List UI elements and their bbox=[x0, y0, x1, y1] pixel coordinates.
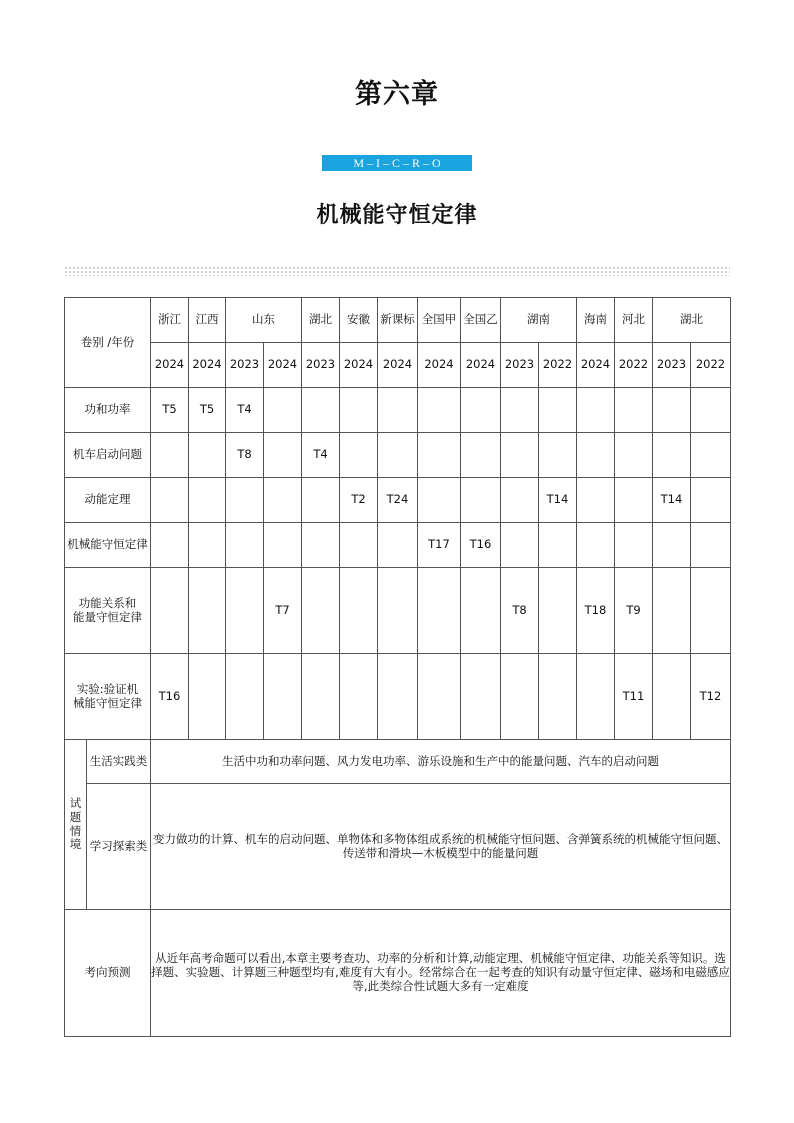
table-row bbox=[65, 654, 731, 740]
region-cell: 河北 bbox=[615, 298, 653, 343]
question-cell: T12 bbox=[691, 654, 731, 740]
question-cell bbox=[501, 433, 539, 478]
question-cell bbox=[615, 388, 653, 433]
question-cell: T4 bbox=[302, 433, 340, 478]
life-label: 生活实践类 bbox=[87, 740, 151, 784]
topic-label: 实验:验证机 械能守恒定律 bbox=[65, 654, 151, 740]
corner-cell: 卷别 /年份 bbox=[65, 298, 151, 388]
question-cell: T2 bbox=[340, 478, 378, 523]
question-cell bbox=[418, 568, 461, 654]
year-cell: 2023 bbox=[226, 343, 264, 388]
study-text: 变力做功的计算、机车的启动问题、单物体和多物体组成系统的机械能守恒问题、含弹簧系统的机械能守恒问题、传送带和滑块—木板模型中的能量问题 bbox=[151, 784, 731, 910]
question-cell bbox=[226, 568, 264, 654]
question-cell bbox=[615, 433, 653, 478]
question-cell bbox=[539, 568, 577, 654]
question-cell bbox=[577, 388, 615, 433]
question-cell bbox=[539, 433, 577, 478]
region-cell: 山东 bbox=[226, 298, 302, 343]
question-cell bbox=[418, 478, 461, 523]
question-cell bbox=[151, 523, 189, 568]
year-cell: 2023 bbox=[501, 343, 539, 388]
topic-label: 功和功率 bbox=[65, 388, 151, 433]
question-cell bbox=[189, 478, 226, 523]
question-cell bbox=[418, 388, 461, 433]
forecast-row bbox=[65, 910, 731, 1037]
question-cell bbox=[189, 568, 226, 654]
question-cell bbox=[378, 388, 418, 433]
question-cell: T5 bbox=[189, 388, 226, 433]
question-cell bbox=[539, 654, 577, 740]
question-cell bbox=[691, 523, 731, 568]
year-cell: 2023 bbox=[302, 343, 340, 388]
region-cell: 全国甲 bbox=[418, 298, 461, 343]
region-cell: 安徽 bbox=[340, 298, 378, 343]
question-cell bbox=[151, 478, 189, 523]
question-cell bbox=[461, 433, 501, 478]
question-cell bbox=[226, 478, 264, 523]
question-cell bbox=[501, 388, 539, 433]
question-cell bbox=[302, 654, 340, 740]
question-cell bbox=[302, 478, 340, 523]
question-cell bbox=[418, 654, 461, 740]
question-cell: T8 bbox=[226, 433, 264, 478]
question-cell: T5 bbox=[151, 388, 189, 433]
region-row bbox=[65, 298, 731, 343]
year-cell: 2024 bbox=[461, 343, 501, 388]
question-cell bbox=[653, 433, 691, 478]
question-cell bbox=[577, 433, 615, 478]
question-cell bbox=[653, 523, 691, 568]
topic-label: 功能关系和 能量守恒定律 bbox=[65, 568, 151, 654]
chapter-title: 第六章 bbox=[355, 79, 439, 110]
context-row-study bbox=[65, 784, 731, 910]
question-cell bbox=[461, 568, 501, 654]
question-cell bbox=[340, 433, 378, 478]
question-cell: T14 bbox=[539, 478, 577, 523]
question-cell: T17 bbox=[418, 523, 461, 568]
question-cell bbox=[340, 568, 378, 654]
region-cell: 全国乙 bbox=[461, 298, 501, 343]
question-cell bbox=[340, 388, 378, 433]
question-cell bbox=[378, 433, 418, 478]
question-cell bbox=[577, 654, 615, 740]
question-cell: T4 bbox=[226, 388, 264, 433]
question-cell bbox=[264, 523, 302, 568]
context-row-life bbox=[65, 740, 731, 784]
question-cell bbox=[189, 523, 226, 568]
question-cell bbox=[501, 478, 539, 523]
question-cell bbox=[264, 478, 302, 523]
question-cell bbox=[691, 433, 731, 478]
question-cell bbox=[226, 523, 264, 568]
question-cell: T24 bbox=[378, 478, 418, 523]
question-cell bbox=[418, 433, 461, 478]
question-cell bbox=[340, 523, 378, 568]
question-cell: T11 bbox=[615, 654, 653, 740]
question-cell bbox=[577, 523, 615, 568]
question-cell bbox=[615, 523, 653, 568]
question-cell bbox=[577, 478, 615, 523]
question-cell bbox=[501, 654, 539, 740]
question-cell bbox=[653, 388, 691, 433]
question-cell bbox=[264, 654, 302, 740]
question-cell: T7 bbox=[264, 568, 302, 654]
question-cell: T18 bbox=[577, 568, 615, 654]
question-cell bbox=[302, 568, 340, 654]
exam-analysis-table bbox=[64, 297, 731, 1037]
year-cell: 2024 bbox=[378, 343, 418, 388]
question-cell bbox=[461, 478, 501, 523]
question-cell bbox=[264, 433, 302, 478]
topic-label: 动能定理 bbox=[65, 478, 151, 523]
table-row bbox=[65, 388, 731, 433]
topic-label: 机车启动问题 bbox=[65, 433, 151, 478]
question-cell bbox=[615, 478, 653, 523]
table-row bbox=[65, 433, 731, 478]
question-cell: T14 bbox=[653, 478, 691, 523]
question-cell: T8 bbox=[501, 568, 539, 654]
question-cell bbox=[302, 388, 340, 433]
question-cell bbox=[653, 568, 691, 654]
region-cell: 浙江 bbox=[151, 298, 189, 343]
topic-label: 机械能守恒定律 bbox=[65, 523, 151, 568]
question-cell: T16 bbox=[151, 654, 189, 740]
question-cell bbox=[539, 523, 577, 568]
region-cell: 新课标 bbox=[378, 298, 418, 343]
micro-banner: M – I – C – R – O bbox=[322, 155, 472, 171]
question-cell bbox=[691, 568, 731, 654]
region-cell: 湖南 bbox=[501, 298, 577, 343]
year-cell: 2022 bbox=[539, 343, 577, 388]
question-cell: T16 bbox=[461, 523, 501, 568]
year-row bbox=[65, 343, 731, 388]
region-cell: 江西 bbox=[189, 298, 226, 343]
table-row bbox=[65, 568, 731, 654]
table-row bbox=[65, 478, 731, 523]
year-cell: 2024 bbox=[577, 343, 615, 388]
life-text: 生活中功和功率问题、风力发电功率、游乐设施和生产中的能量问题、汽车的启动问题 bbox=[151, 740, 731, 784]
question-cell bbox=[653, 654, 691, 740]
forecast-label: 考向预测 bbox=[65, 910, 151, 1037]
forecast-text: 从近年高考命题可以看出,本章主要考查功、功率的分析和计算,动能定理、机械能守恒定律、功能关系等知识。选择题、实验题、计算题三种题型均有,难度有大有小。经常综合在一起考查的知识有动量守恒定律、磁场和电磁感应等,此类综合性试题大多有一定难度 bbox=[151, 910, 731, 1037]
question-cell bbox=[189, 433, 226, 478]
question-cell bbox=[461, 654, 501, 740]
question-cell: T9 bbox=[615, 568, 653, 654]
question-cell bbox=[461, 388, 501, 433]
question-cell bbox=[264, 388, 302, 433]
question-cell bbox=[501, 523, 539, 568]
year-cell: 2024 bbox=[151, 343, 189, 388]
question-cell bbox=[302, 523, 340, 568]
year-cell: 2024 bbox=[418, 343, 461, 388]
year-cell: 2024 bbox=[264, 343, 302, 388]
year-cell: 2024 bbox=[189, 343, 226, 388]
dotted-divider bbox=[64, 266, 730, 276]
context-label: 试 题 情 境 bbox=[65, 740, 87, 910]
region-cell: 湖北 bbox=[302, 298, 340, 343]
year-cell: 2024 bbox=[340, 343, 378, 388]
table-row bbox=[65, 523, 731, 568]
question-cell bbox=[378, 523, 418, 568]
question-cell bbox=[151, 433, 189, 478]
question-cell bbox=[226, 654, 264, 740]
question-cell bbox=[539, 388, 577, 433]
region-cell: 海南 bbox=[577, 298, 615, 343]
question-cell bbox=[691, 388, 731, 433]
year-cell: 2022 bbox=[691, 343, 731, 388]
study-label: 学习探索类 bbox=[87, 784, 151, 910]
question-cell bbox=[340, 654, 378, 740]
year-cell: 2023 bbox=[653, 343, 691, 388]
year-cell: 2022 bbox=[615, 343, 653, 388]
section-title: 机械能守恒定律 bbox=[316, 203, 478, 228]
question-cell bbox=[378, 568, 418, 654]
question-cell bbox=[691, 478, 731, 523]
question-cell bbox=[189, 654, 226, 740]
question-cell bbox=[378, 654, 418, 740]
question-cell bbox=[151, 568, 189, 654]
region-cell: 湖北 bbox=[653, 298, 731, 343]
